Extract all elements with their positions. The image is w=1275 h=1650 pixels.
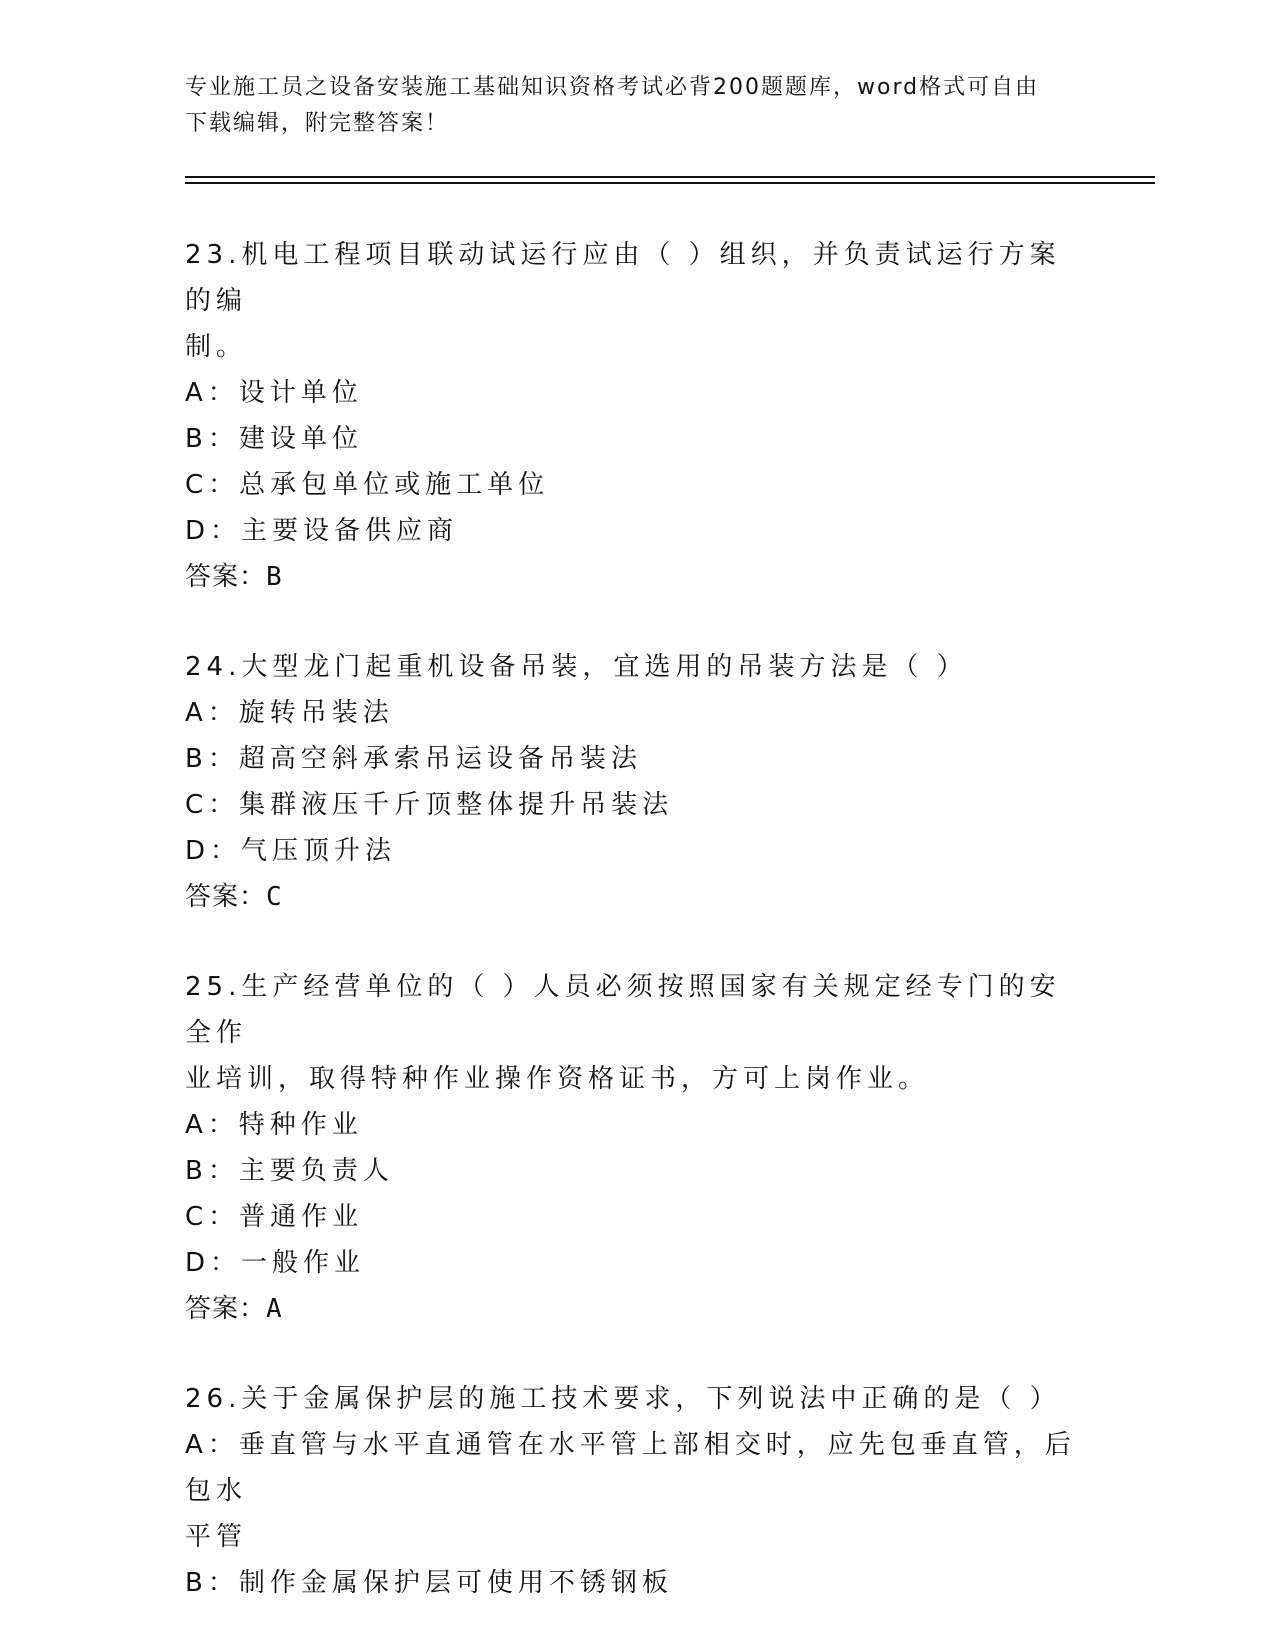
question-24 bbox=[185, 644, 1085, 920]
answer-line bbox=[185, 1286, 1085, 1332]
option-a: A：垂直管与水平直通管在水平管上部相交时，应先包垂直管，后包水 bbox=[185, 1430, 1076, 1506]
question-stem: 26.关于金属保护层的施工技术要求，下列说法中正确的是（ ） bbox=[185, 1384, 1061, 1414]
option-b: B：建设单位 bbox=[185, 424, 363, 454]
option-b: B：主要负责人 bbox=[185, 1156, 394, 1186]
question-stem: 制。 bbox=[185, 332, 248, 362]
answer-line bbox=[185, 874, 1085, 920]
document-header bbox=[185, 70, 1085, 142]
header-line-1: 专业施工员之设备安装施工基础知识资格考试必背200题题库，word格式可自由 bbox=[185, 75, 1040, 100]
option-b: B：超高空斜承索吊运设备吊装法 bbox=[185, 744, 642, 774]
option-a: A：设计单位 bbox=[185, 378, 363, 408]
answer-label: 答案： bbox=[185, 1294, 267, 1324]
answer-label: 答案： bbox=[185, 562, 267, 592]
header-divider-top bbox=[185, 176, 1155, 178]
answer-value: C bbox=[266, 882, 283, 912]
option-a-continued: 平管 bbox=[185, 1522, 248, 1552]
header-line-2: 下载编辑，附完整答案！ bbox=[185, 111, 450, 136]
option-a: A：特种作业 bbox=[185, 1110, 363, 1140]
question-stem: 24.大型龙门起重机设备吊装，宜选用的吊装方法是（ ） bbox=[185, 652, 968, 682]
option-c: C：普通作业 bbox=[185, 1202, 364, 1232]
option-a: A：旋转吊装法 bbox=[185, 698, 394, 728]
option-d: D：主要设备供应商 bbox=[185, 516, 459, 546]
question-stem: 23.机电工程项目联动试运行应由（ ）组织，并负责试运行方案的编 bbox=[185, 240, 1061, 316]
question-list bbox=[185, 232, 1085, 1650]
question-23 bbox=[185, 232, 1085, 600]
question-26 bbox=[185, 1376, 1085, 1606]
option-d: D：气压顶升法 bbox=[185, 836, 397, 866]
answer-label: 答案： bbox=[185, 882, 267, 912]
question-stem: 25.生产经营单位的（ ）人员必须按照国家有关规定经专门的安全作 bbox=[185, 972, 1061, 1048]
option-d: D：一般作业 bbox=[185, 1248, 366, 1278]
question-25 bbox=[185, 964, 1085, 1332]
header-divider-bottom bbox=[185, 182, 1155, 184]
answer-value: B bbox=[266, 562, 283, 592]
option-b: B：制作金属保护层可使用不锈钢板 bbox=[185, 1568, 673, 1598]
option-c: C：总承包单位或施工单位 bbox=[185, 470, 550, 500]
answer-value: A bbox=[266, 1294, 283, 1324]
question-stem: 业培训，取得特种作业操作资格证书，方可上岗作业。 bbox=[185, 1064, 930, 1094]
option-c: C：集群液压千斤顶整体提升吊装法 bbox=[185, 790, 674, 820]
answer-line bbox=[185, 554, 1085, 600]
